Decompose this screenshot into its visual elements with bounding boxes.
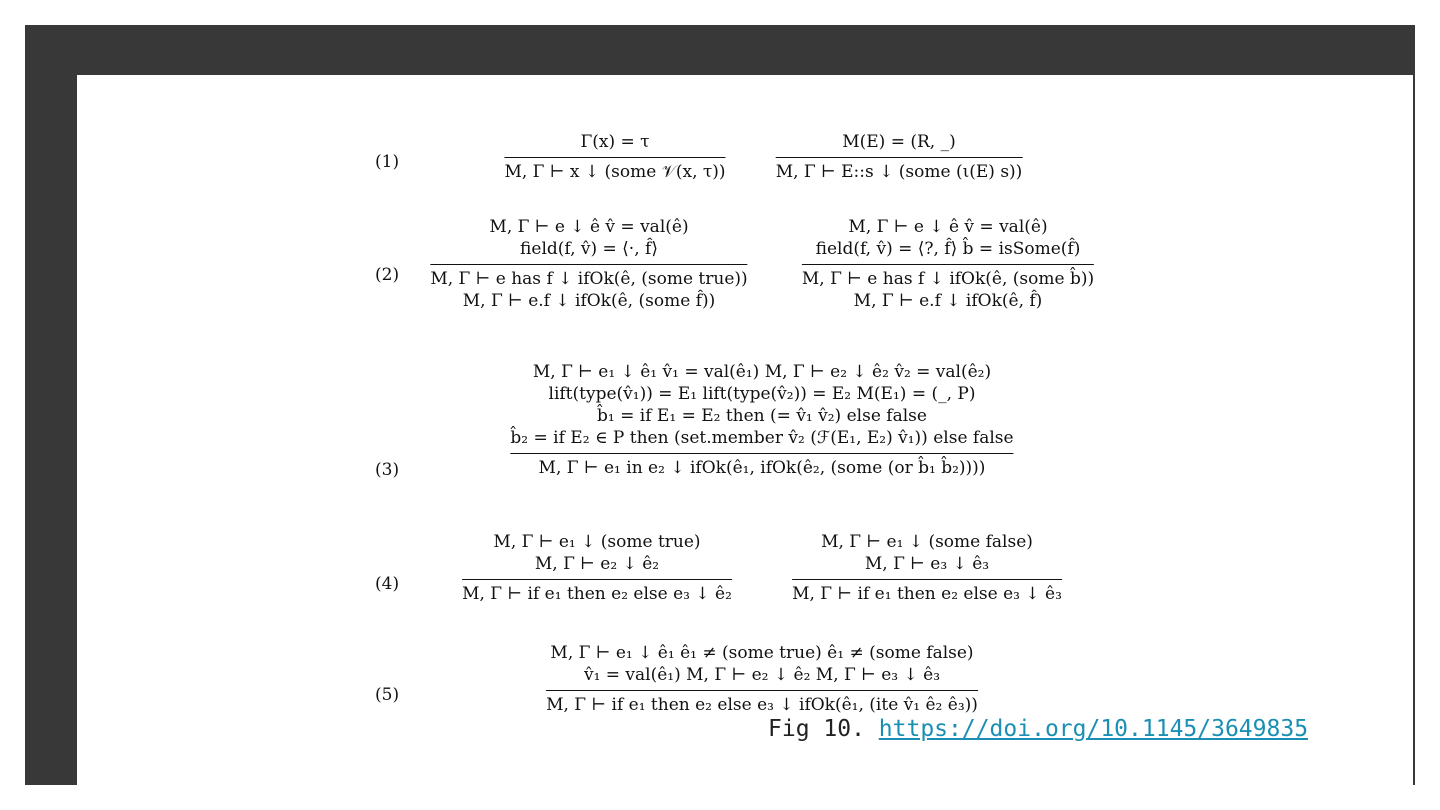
conclusion: M, Γ ⊢ if e₁ then e₂ else e₃ ↓ ê₃ <box>792 584 1062 604</box>
inference-bar <box>504 157 725 158</box>
inference-bar <box>462 579 732 580</box>
premise: M, Γ ⊢ e ↓ ê v̂ = val(ê) <box>848 217 1048 237</box>
rule-3-label: (3) <box>375 460 400 480</box>
premise: v̂₁ = val(ê₁) M, Γ ⊢ e₂ ↓ ê₂ M, Γ ⊢ e₃ ↓ ê₃ <box>583 665 941 685</box>
conclusion: M, Γ ⊢ e has f ↓ ifOk(ê, (some true)) <box>430 269 748 289</box>
conclusion: M, Γ ⊢ e.f ↓ ifOk(ê, (some f̂)) <box>462 291 716 311</box>
premise: M, Γ ⊢ e₂ ↓ ê₂ <box>534 554 660 574</box>
inference-bar <box>546 690 978 691</box>
rule-3 <box>510 361 1013 479</box>
premise: lift(type(v̂₁)) = E₁ lift(type(v̂₂)) = E₂ M(E₁) = (_, P) <box>548 384 976 404</box>
conclusion: M, Γ ⊢ e₁ in e₂ ↓ ifOk(ê₁, ifOk(ê₂, (some (or b̂₁ b̂₂)))) <box>538 458 986 478</box>
premise: M, Γ ⊢ e₁ ↓ ê₁ v̂₁ = val(ê₁) M, Γ ⊢ e₂ ↓ ê₂ v̂₂ = val(ê₂) <box>532 362 992 382</box>
conclusion: M, Γ ⊢ if e₁ then e₂ else e₃ ↓ ifOk(ê₁, (ite v̂₁ ê₂ ê₃)) <box>546 695 978 715</box>
rule-4-label: (4) <box>375 574 400 594</box>
inference-bar <box>510 453 1013 454</box>
slide-frame <box>25 25 1415 785</box>
slide <box>77 75 1413 785</box>
rule-4-left <box>462 531 732 605</box>
conclusion: M, Γ ⊢ if e₁ then e₂ else e₃ ↓ ê₂ <box>462 584 732 604</box>
rule-1-right <box>776 131 1023 183</box>
inference-bar <box>776 157 1023 158</box>
figure-caption <box>768 716 1308 742</box>
rule-2-left <box>430 216 747 312</box>
rule-2-label: (2) <box>375 265 400 285</box>
premise: field(f, v̂) = ⟨?, f̂⟩ b̂ = isSome(f̂) <box>815 239 1081 259</box>
premise: M, Γ ⊢ e₁ ↓ ê₁ ê₁ ≠ (some true) ê₁ ≠ (some false) <box>550 643 974 663</box>
premise: Γ(x) = τ <box>580 132 650 152</box>
inference-bar <box>802 264 1094 265</box>
premise: field(f, v̂) = ⟨·, f̂⟩ <box>520 239 658 259</box>
rule-1-label: (1) <box>375 152 400 172</box>
premise: M(E) = (R, _) <box>842 132 956 152</box>
conclusion: M, Γ ⊢ e has f ↓ ifOk(ê, (some b̂)) <box>801 269 1095 289</box>
rule-1-left <box>504 131 725 183</box>
doi-link[interactable]: https://doi.org/10.1145/3649835 <box>878 716 1309 742</box>
conclusion: M, Γ ⊢ e.f ↓ ifOk(ê, f̂) <box>853 291 1043 311</box>
rule-5 <box>546 642 978 716</box>
premise: b̂₁ = if E₁ = E₂ then (= v̂₁ v̂₂) else false <box>597 406 927 426</box>
rule-5-label: (5) <box>375 685 400 705</box>
premise: b̂₂ = if E₂ ∈ P then (set.member v̂₂ (ℱ(E₁, E₂) v̂₁)) else false <box>510 428 1014 448</box>
conclusion: M, Γ ⊢ x ↓ (some 𝒱(x, τ)) <box>504 162 726 182</box>
rule-4-right <box>792 531 1062 605</box>
premise: M, Γ ⊢ e₁ ↓ (some true) <box>493 532 701 552</box>
premise: M, Γ ⊢ e₁ ↓ (some false) <box>821 532 1033 552</box>
premise: M, Γ ⊢ e₃ ↓ ê₃ <box>864 554 990 574</box>
conclusion: M, Γ ⊢ E::s ↓ (some (ι(E) s)) <box>775 162 1023 182</box>
inference-bar <box>430 264 747 265</box>
rule-2-right <box>802 216 1094 312</box>
caption-prefix: Fig 10. <box>768 716 879 742</box>
premise: M, Γ ⊢ e ↓ ê v̂ = val(ê) <box>489 217 689 237</box>
inference-bar <box>792 579 1062 580</box>
